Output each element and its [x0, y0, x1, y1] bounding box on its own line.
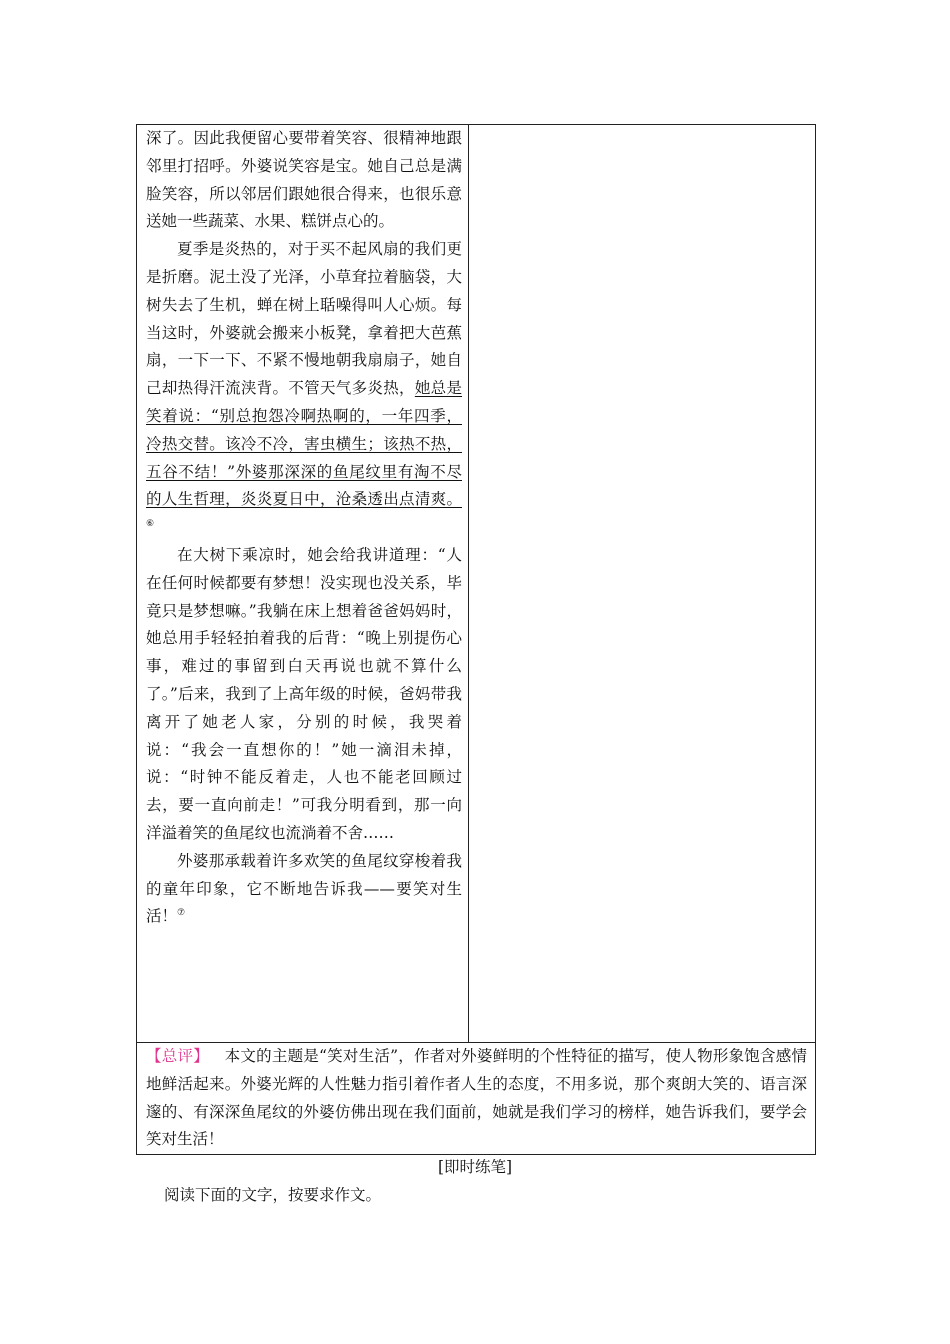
essay-row: [137, 125, 815, 1043]
essay-table: [136, 124, 816, 1155]
summary-tag: 【总评】: [146, 1047, 209, 1065]
paragraph-1: 深了。因此我便留心要带着笑容、很精神地跟邻里打招呼。外婆说笑容是宝。她自己总是满脸笑容，所以邻居们跟她很合得来，也很乐意送她一些蔬菜、水果、糕饼点心的。: [146, 129, 462, 231]
summary-text: 本文的主题是“笑对生活”，作者对外婆鲜明的个性特征的描写，使人物形象饱含感情地鲜活起来。外婆光辉的人性魅力指引着作者人生的态度，不用多说，那个爽朗大笑的、语言深邃的、有深深鱼尾纹的外婆仿佛出现在我们面前，她就是我们学习的榜样，她告诉我们，要学会笑对生活！: [146, 1047, 807, 1149]
paragraph-2-plain: 夏季是炎热的，对于买不起风扇的我们更是折磨。泥土没了光泽，小草耷拉着脑袋，大树失去了生机，蝉在树上聒噪得叫人心烦。每当这时，外婆就会搬来小板凳，拿着把大芭蕉扇，一下一下、不紧不慢地朝我扇扇子，她自己却热得汗流浃背。不管天气多炎热，: [146, 240, 462, 398]
essay-text-column: [137, 125, 469, 1042]
paragraph-2-underlined: 她总是笑着说：“别总抱怨冷啊热啊的，一年四季，冷热交替。该冷不冷，害虫横生；该热不热，五谷不结！”外婆那深深的鱼尾纹里有淘不尽的人生哲理，炎炎夏日中，沧桑透出点清爽。: [146, 379, 462, 509]
annotation-mark-6: ⑥: [146, 519, 155, 530]
section-caption: [即时练笔]: [437, 1158, 513, 1176]
annotation-mark-7: ⑦: [177, 908, 186, 919]
paragraph-4-text: 外婆那承载着许多欢笑的鱼尾纹穿梭着我的童年印象，它不断地告诉我——要笑对生活！: [146, 851, 462, 926]
annotation-column: [469, 125, 815, 1042]
paragraph-4: [146, 848, 462, 931]
paragraph-3: 在大树下乘凉时，她会给我讲道理：“人在任何时候都要有梦想！没实现也没关系，毕竟只是梦想嘛。”我躺在床上想着爸爸妈妈时，她总用手轻轻拍着我的后背：“晚上别提伤心事，难过的事留到白天再说也就不算什么了。”后来，我到了上高年级的时候，爸妈带我离开了她老人家，分别的时候，我哭着说：“我会一直想你的！”她一滴泪未掉，说：“时钟不能反着走，人也不能老回顾过去，要一直向前走！”可我分明看到，那一向洋溢着笑的鱼尾纹也流淌着不舍……: [146, 545, 462, 842]
summary-block: [137, 1043, 815, 1154]
paragraph-2: [146, 236, 462, 542]
instruction-text: 阅读下面的文字，按要求作文。: [164, 1186, 382, 1204]
